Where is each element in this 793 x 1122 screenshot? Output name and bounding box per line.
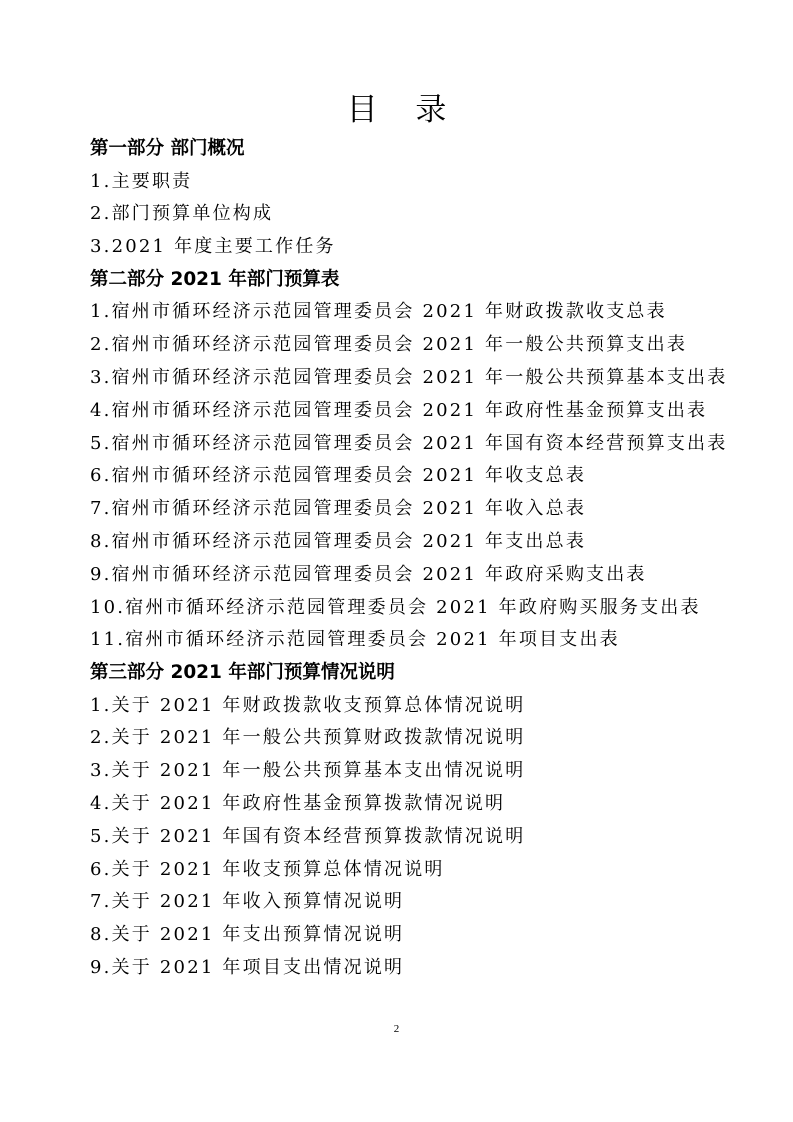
section-heading: 第三部分 2021 年部门预算情况说明 (90, 662, 395, 684)
toc-item: 8.宿州市循环经济示范园管理委员会 2021 年支出总表 (90, 530, 587, 552)
page-number: 2 (393, 1023, 400, 1035)
page-title: 目 录 (346, 92, 461, 128)
toc-item: 4.关于 2021 年政府性基金预算拨款情况说明 (90, 793, 506, 815)
section-item-list (90, 166, 770, 264)
toc-section-part-2 (90, 264, 770, 657)
toc-item: 2.关于 2021 年一般公共预算财政拨款情况说明 (90, 727, 526, 749)
toc-item: 3.宿州市循环经济示范园管理委员会 2021 年一般公共预算基本支出表 (90, 366, 728, 388)
toc-item: 4.宿州市循环经济示范园管理委员会 2021 年政府性基金预算支出表 (90, 399, 708, 421)
toc-item: 3.2021 年度主要工作任务 (90, 236, 336, 258)
toc-item: 6.宿州市循环经济示范园管理委员会 2021 年收支总表 (90, 465, 587, 487)
section-item-list (90, 296, 770, 657)
toc-section-part-3 (90, 657, 770, 985)
toc-item: 1.宿州市循环经济示范园管理委员会 2021 年财政拨款收支总表 (90, 301, 667, 323)
section-heading: 第二部分 2021 年部门预算表 (90, 268, 340, 290)
toc-section-part-1 (90, 133, 770, 264)
section-heading: 第一部分 部门概况 (90, 138, 245, 159)
toc-item: 10.宿州市循环经济示范园管理委员会 2021 年政府购买服务支出表 (90, 596, 701, 618)
toc-item: 11.宿州市循环经济示范园管理委员会 2021 年项目支出表 (90, 629, 620, 651)
toc-item: 2.宿州市循环经济示范园管理委员会 2021 年一般公共预算支出表 (90, 334, 688, 356)
toc-item: 8.关于 2021 年支出预算情况说明 (90, 924, 405, 946)
toc-item: 7.宿州市循环经济示范园管理委员会 2021 年收入总表 (90, 498, 587, 520)
toc-item: 5.宿州市循环经济示范园管理委员会 2021 年国有资本经营预算支出表 (90, 432, 728, 454)
section-item-list (90, 690, 770, 985)
toc-item: 2.部门预算单位构成 (90, 203, 274, 225)
toc-item: 7.关于 2021 年收入预算情况说明 (90, 891, 405, 913)
toc-item: 9.宿州市循环经济示范园管理委员会 2021 年政府采购支出表 (90, 563, 647, 585)
toc-item: 5.关于 2021 年国有资本经营预算拨款情况说明 (90, 825, 526, 847)
toc-item: 6.关于 2021 年收支预算总体情况说明 (90, 858, 445, 880)
table-of-contents (90, 133, 770, 985)
toc-item: 1.主要职责 (90, 170, 193, 192)
toc-item: 9.关于 2021 年项目支出情况说明 (90, 957, 405, 979)
toc-item: 1.关于 2021 年财政拨款收支预算总体情况说明 (90, 694, 526, 716)
toc-item: 3.关于 2021 年一般公共预算基本支出情况说明 (90, 760, 526, 782)
